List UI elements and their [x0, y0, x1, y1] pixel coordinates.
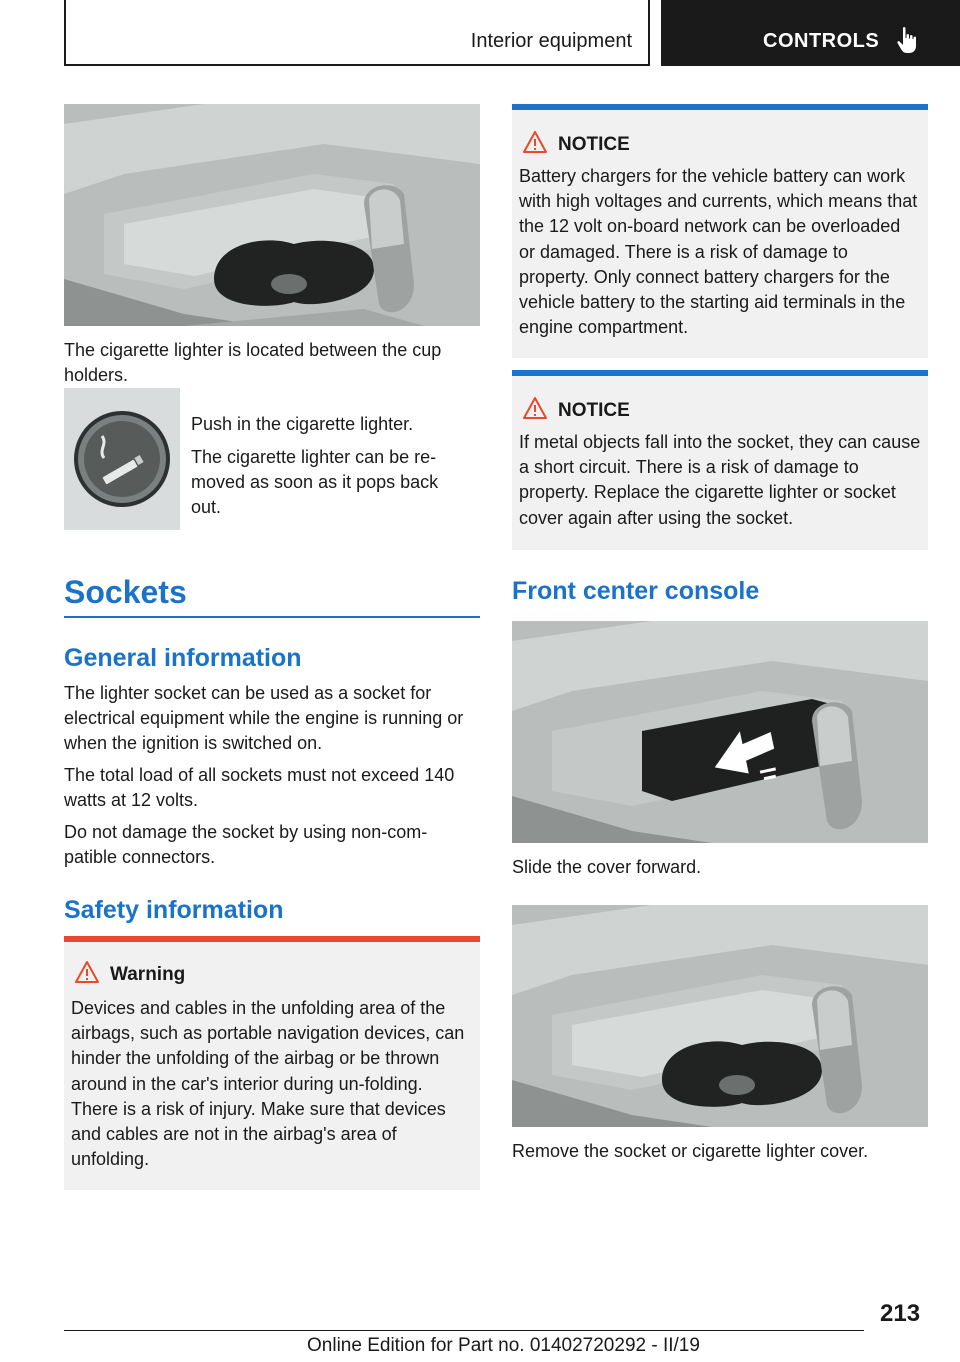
- sockets-heading-rule: [64, 616, 480, 618]
- photo2-caption: Slide the cover forward.: [512, 857, 702, 877]
- page-number: 213: [880, 1300, 921, 1327]
- notice-bar: [512, 370, 928, 376]
- warning-text: Devices and cables in the unfolding area of the airbags, such as portable navigation devices, can hinder the unfolding of the airbag or be thrown around in the car's interior during un-folding. There is a risk of injury. Make sure that devices and cables are not in the airbag's area of unfolding.: [71, 998, 465, 1170]
- remove-instruction: The cigarette lighter can be re-moved as soon as it pops back out.: [191, 447, 439, 517]
- warning-triangle-icon: [522, 396, 548, 420]
- photo1-caption: The cigarette lighter is located between the cup holders.: [64, 340, 442, 385]
- photo3-caption: Remove the socket or cigarette lighter cover.: [512, 1141, 869, 1161]
- footer-edition-text: Online Edition for Part no. 01402720292 - II/19: [307, 1335, 700, 1356]
- slide-cover-photo: [512, 621, 928, 843]
- warning-triangle-icon: [74, 960, 100, 984]
- notice2-text: If metal objects fall into the socket, they can cause a short circuit. There is a risk of damage to property. Replace the cigarette lighter or socket cover again after using the socket.: [519, 432, 921, 528]
- notice-box-socket: [512, 370, 928, 550]
- pointing-hand-icon: [895, 26, 921, 54]
- notice-box-battery: [512, 104, 928, 358]
- notice1-title: NOTICE: [558, 134, 630, 155]
- footer-rule: [64, 1330, 864, 1331]
- general-paragraph-3: Do not damage the socket by using non-com-patible connectors.: [64, 822, 428, 867]
- notice-bar: [512, 104, 928, 110]
- warning-bar: [64, 936, 480, 942]
- general-paragraph-1: The lighter socket can be used as a socket for electrical equipment while the engine is running or when the ignition is switched on.: [64, 683, 464, 753]
- warning-title: Warning: [110, 964, 186, 985]
- remove-cover-photo: [512, 905, 928, 1127]
- front-center-console-heading: Front center console: [512, 577, 760, 605]
- header-chapter-box: [661, 0, 960, 66]
- header-section-title: Interior equipment: [470, 30, 632, 52]
- sockets-heading: Sockets: [64, 574, 187, 610]
- push-instruction: Push in the cigarette lighter.: [191, 414, 414, 434]
- warning-triangle-icon: [522, 130, 548, 154]
- cigarette-lighter-icon: [64, 388, 180, 530]
- notice2-title: NOTICE: [558, 400, 630, 421]
- warning-box: [64, 936, 480, 1190]
- safety-information-heading: Safety information: [64, 896, 284, 924]
- cup-holder-photo: [64, 104, 480, 326]
- notice1-text: Battery chargers for the vehicle battery can work with high voltages and currents, which means that the 12 volt on-board network can be overloaded or damaged. There is a risk of damage to property. Only connect battery chargers for the vehicle battery to the starting aid terminals in the engine compartment.: [519, 166, 918, 338]
- general-information-heading: General information: [64, 644, 302, 672]
- general-paragraph-2: The total load of all sockets must not exceed 140 watts at 12 volts.: [64, 765, 455, 810]
- header-section-box: [64, 0, 650, 66]
- header-chapter-title: CONTROLS: [763, 30, 880, 52]
